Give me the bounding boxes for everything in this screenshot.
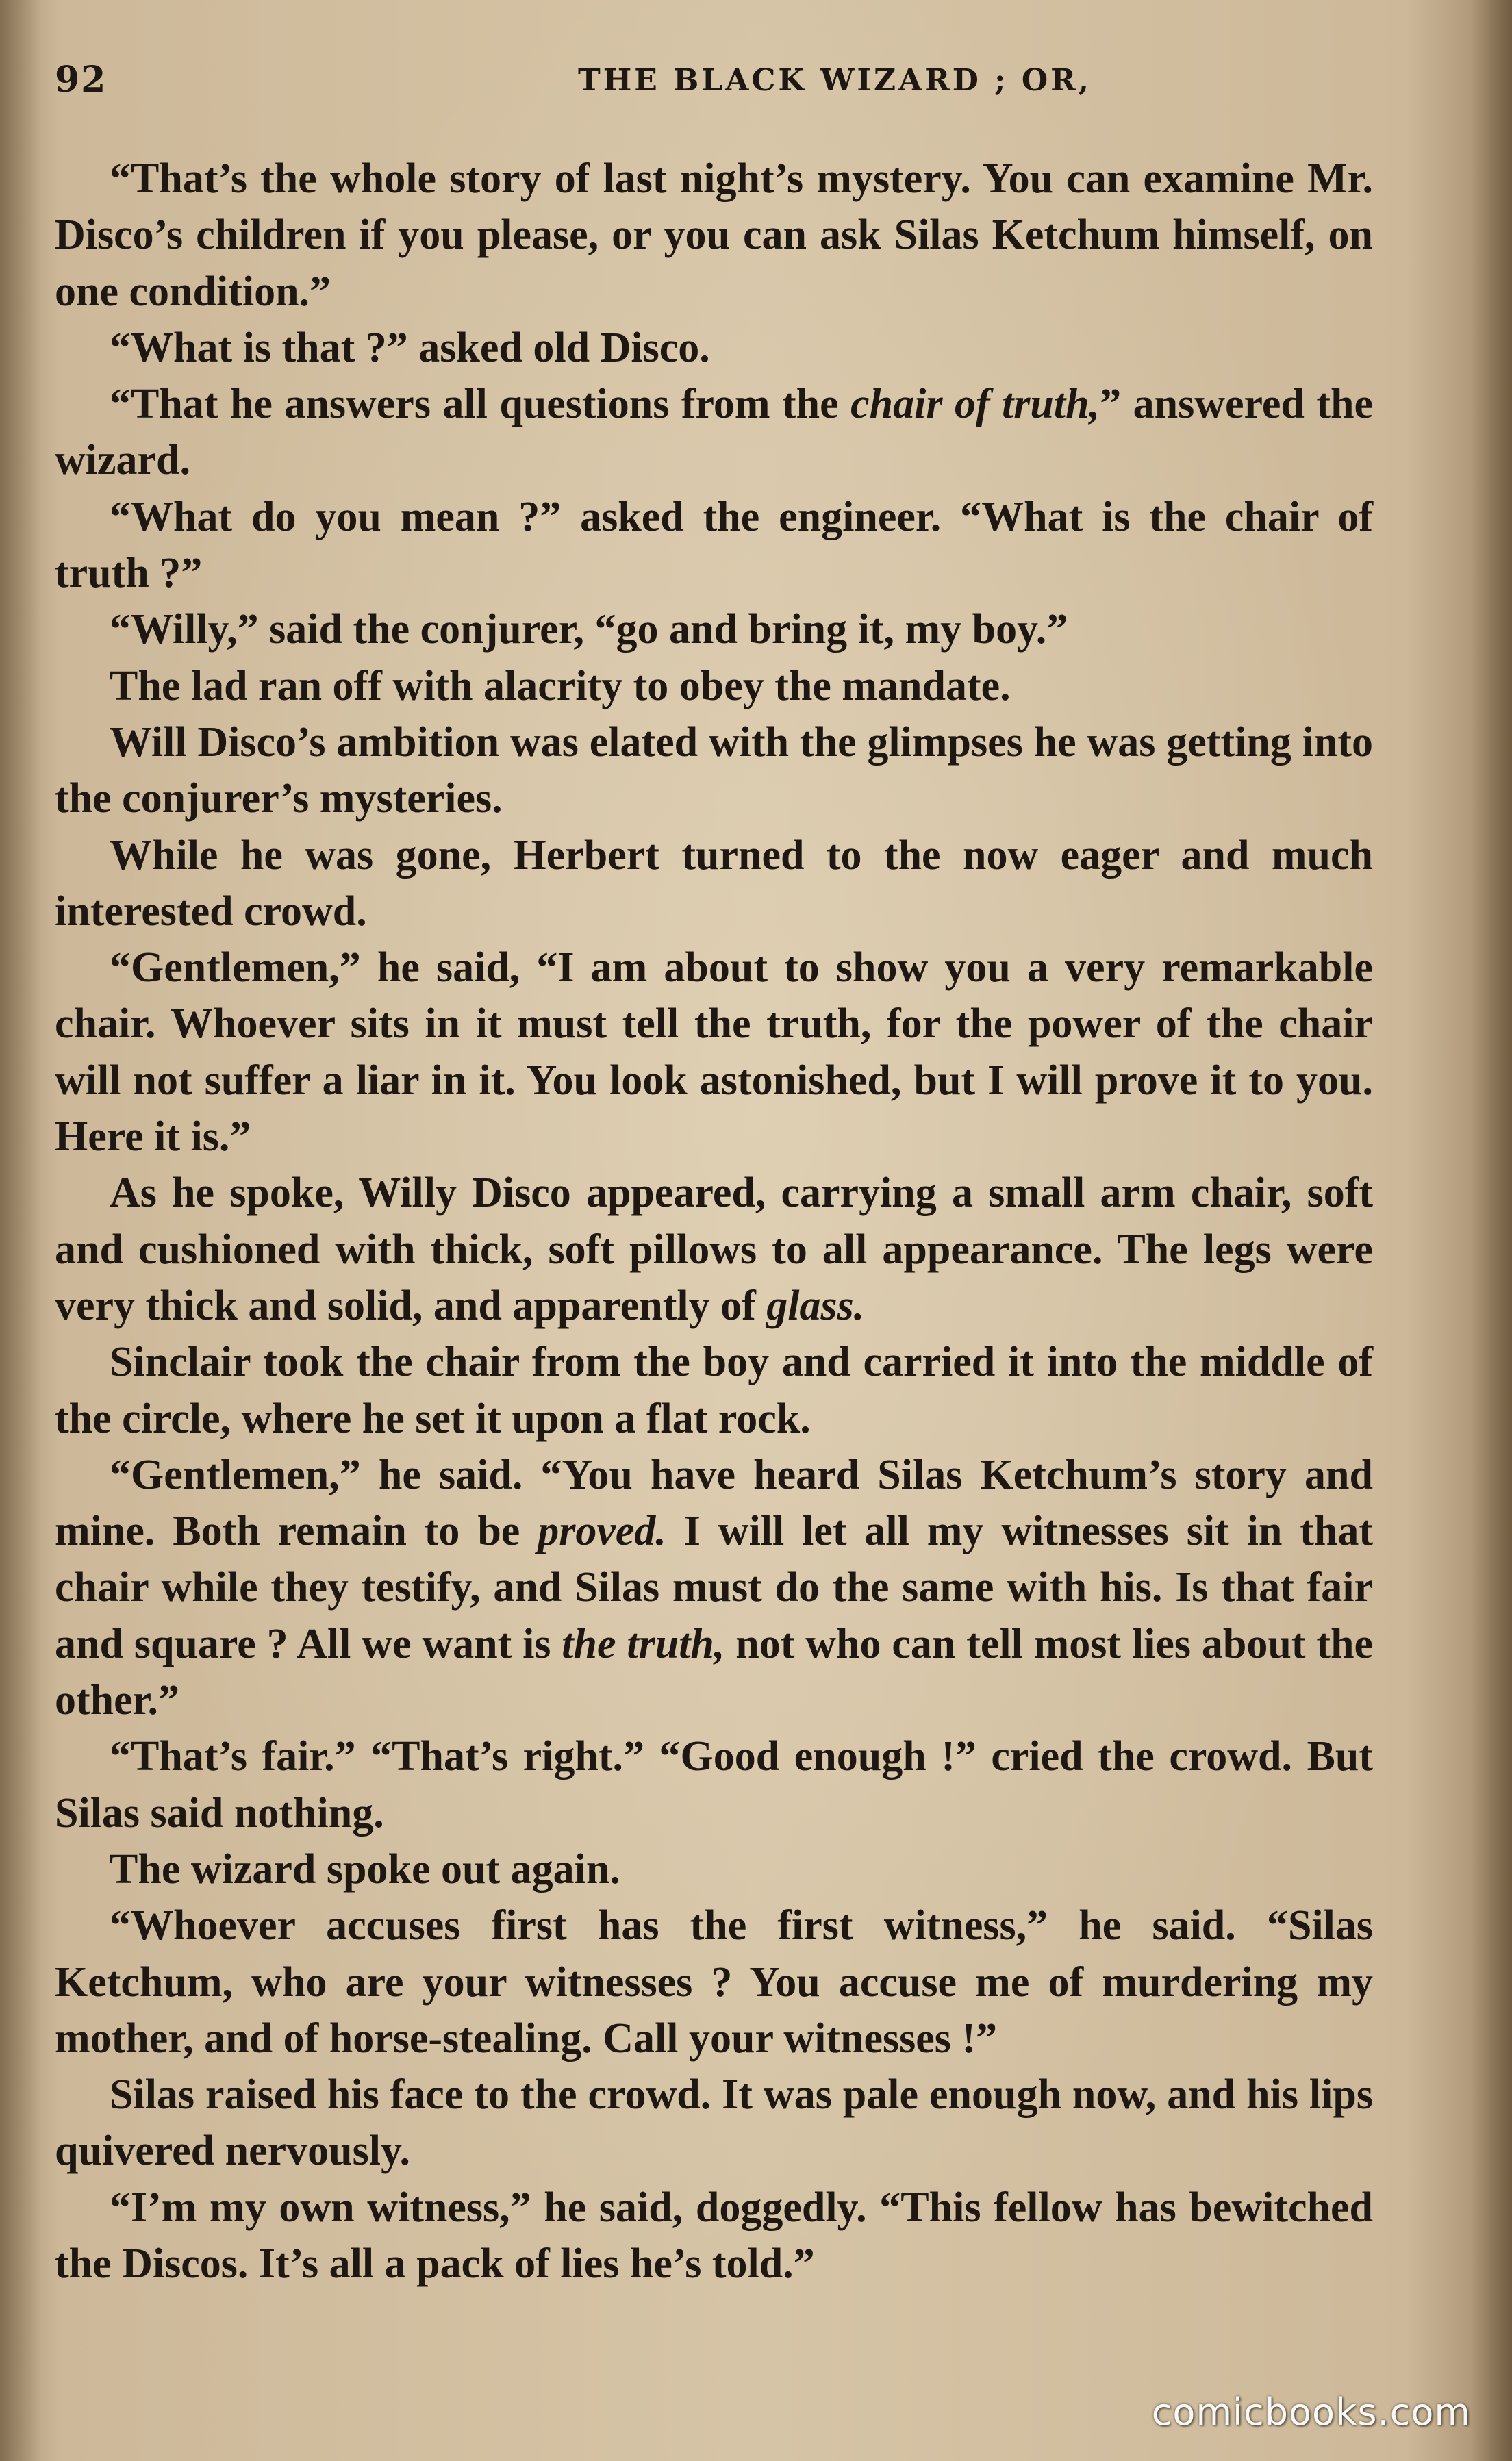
paragraph: “Whoever accuses first has the first witness,” he said. “Silas Ketchum, who are your witnesses ? You accuse me of murdering my mother, and of horse-stealing. Call your witnesses !” (55, 1902, 1373, 2062)
paragraph: Will Disco’s ambition was elated with the glimpses he was getting into the conjurer’s mysteries. (55, 718, 1373, 822)
italic-word: proved. (538, 1508, 666, 1555)
paragraph: The wizard spoke out again. (110, 1845, 620, 1893)
italic-word: glass. (766, 1282, 865, 1329)
paragraph: Silas raised his face to the crowd. It was pale enough now, and his lips quivered nervously. (55, 2071, 1373, 2175)
paragraph: “Willy,” said the conjurer, “go and bring it, my boy.” (110, 606, 1068, 653)
paragraph: “What is that ?” asked old Disco. (110, 324, 710, 371)
italic-phrase: the truth, (562, 1620, 725, 1667)
paragraph: The lad ran off with alacrity to obey the mandate. (110, 662, 1011, 709)
paragraph: “That’s the whole story of last night’s mystery. You can examine Mr. Disco’s children if you please, or you can ask Silas Ketchum himself, on one condition.” (55, 155, 1373, 315)
paragraph: “Gentlemen,” he said, “I am about to show you a very remarkable chair. Whoever sits in it must tell the truth, for the power of the chair will not suffer a liar in it. You look astonished, but I will prove it to you. Here it is.” (55, 944, 1373, 1161)
paragraph: While he was gone, Herbert turned to the now eager and much interested crowd. (55, 831, 1373, 935)
running-head: THE BLACK WIZARD ; OR, (577, 63, 1092, 98)
paragraph: As he spoke, Willy Disco appeared, carrying a small arm chair, soft and cushioned with thick, soft pillows to all appearance. The legs were very thick and solid, and apparently of glass. (55, 1170, 1373, 1329)
paragraph: “I’m my own witness,” he said, doggedly. “This fellow has bewitched the Discos. It’s all a pack of lies he’s told.” (55, 2184, 1373, 2287)
watermark: comicbooks.com (1151, 2390, 1471, 2434)
page-header (55, 59, 1457, 107)
italic-phrase: chair of truth, (850, 381, 1100, 428)
page-number: 92 (55, 59, 108, 101)
page-edge-shadow-left (0, 0, 41, 2461)
paragraph: “What do you mean ?” asked the engineer. “What is the chair of truth ?” (55, 493, 1373, 597)
page-body (55, 151, 1373, 2292)
paragraph: “Gentlemen,” he said. “You have heard Silas Ketchum’s story and mine. Both remain to be proved. I will let all my witnesses sit in that chair while they testify, and Silas must do the same with his. Is that fair and square ? All we want is the truth, not who can tell most lies about the other.” (55, 1451, 1373, 1724)
paragraph: Sinclair took the chair from the boy and carried it into the middle of the circle, where he set it upon a flat rock. (55, 1339, 1373, 1442)
paragraph: “That’s fair.” “That’s right.” “Good enough !” cried the crowd. But Silas said nothing. (55, 1733, 1373, 1837)
paragraph: “That he answers all questions from the chair of truth,” answered the wizard. (55, 381, 1373, 484)
page-edge-shadow-right (1471, 0, 1512, 2461)
